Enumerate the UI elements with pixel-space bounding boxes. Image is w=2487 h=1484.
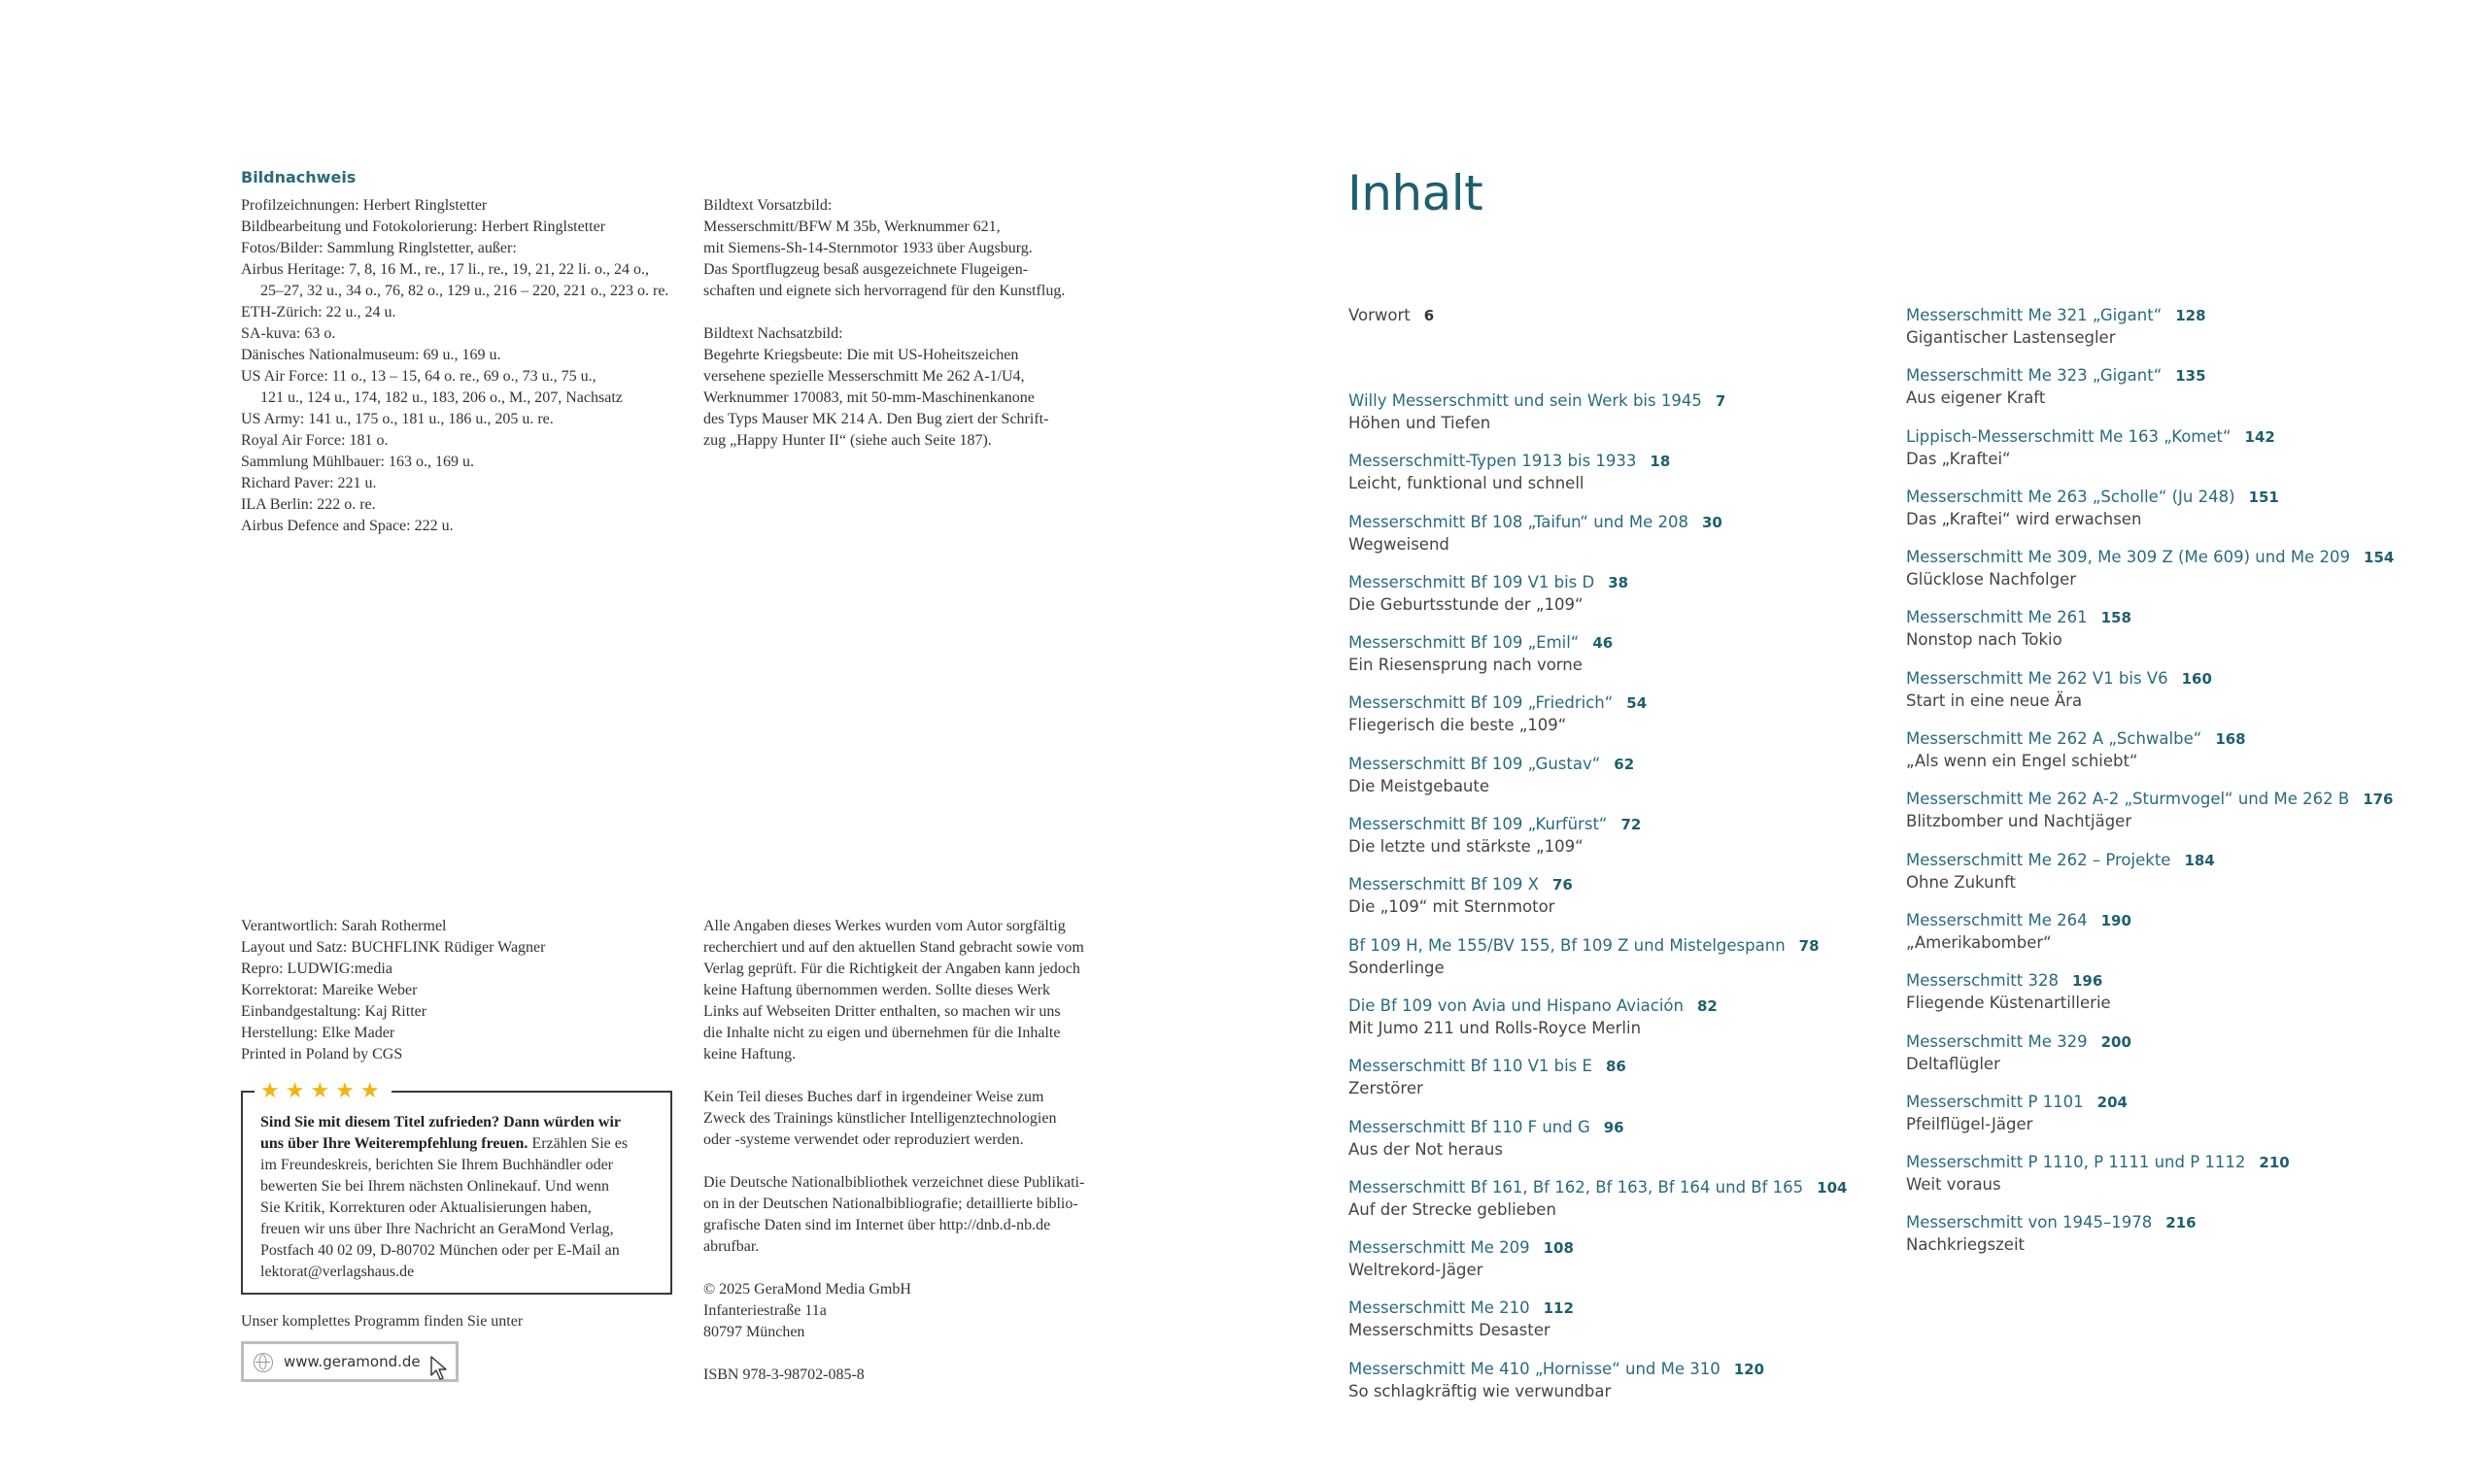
feedback-box (241, 1079, 672, 1295)
toc-entry-title-text: Messerschmitt Bf 161, Bf 162, Bf 163, Bf 164 und Bf 165 (1348, 1177, 1804, 1197)
toc-page-number: 82 (1696, 996, 1718, 1015)
disclaimer-line: die Inhalte nicht zu eigen und übernehmen für die Inhalte (703, 1025, 1061, 1041)
toc-entry-subtitle: Nonstop nach Tokio (1906, 630, 2062, 650)
staff-line: Herstellung: Elke Mader (241, 1025, 395, 1041)
toc-page-number: 151 (2248, 488, 2279, 506)
credits-line: Fotos/Bilder: Sammlung Ringlstetter, außer: (241, 240, 517, 256)
disclaimer-line: Links auf Webseiten Dritter enthalten, so machen wir uns (703, 1003, 1061, 1020)
isbn: ISBN 978-3-98702-085-8 (703, 1366, 865, 1383)
toc-page-number: 210 (2259, 1154, 2290, 1172)
toc-page-number: 176 (2363, 791, 2394, 809)
toc-entry-title-text: Willy Messerschmitt und sein Werk bis 1945 (1348, 391, 1702, 410)
toc-entry-subtitle: „Als wenn ein Engel schiebt“ (1906, 752, 2138, 771)
credits-line: US Air Force: 11 o., 13 – 15, 64 o. re., 69 o., 73 u., 75 u., (241, 368, 596, 385)
toc-entry-title[interactable] (1906, 305, 2394, 326)
toc-entry-title[interactable] (1348, 1056, 1847, 1077)
toc-entry[interactable] (1906, 970, 2394, 1030)
toc-entry-title-text: Messerschmitt Me 309, Me 309 Z (Me 609) und Me 209 (1906, 548, 2351, 567)
ai-notice-line: oder -systeme verwendet oder reproduziert werden. (703, 1131, 1024, 1148)
credits-line: 121 u., 124 u., 174, 182 u., 183, 206 o., M., 207, Nachsatz (260, 389, 623, 406)
toc-entry-title[interactable] (1906, 1152, 2394, 1173)
toc-entry-title[interactable] (1906, 487, 2394, 508)
toc-entry-subtitle: Gigantischer Lastensegler (1906, 328, 2116, 347)
feedback-email: lektorat@verlagshaus.de (260, 1264, 415, 1280)
toc-entry-title[interactable] (1348, 814, 1847, 835)
credits-line: Airbus Heritage: 7, 8, 16 M., re., 17 li., re., 19, 21, 22 li. o., 24 o., (241, 261, 649, 278)
toc-entry[interactable] (1348, 1359, 1847, 1419)
toc-entry[interactable] (1348, 935, 1847, 995)
credits-line: ILA Berlin: 222 o. re. (241, 496, 376, 513)
credits-block (241, 195, 678, 537)
toc-entry-title-text: Messerschmitt Me 210 (1348, 1298, 1530, 1318)
toc-entry-title[interactable] (1906, 547, 2394, 568)
toc-entry-subtitle: Die Geburtsstunde der „109“ (1348, 594, 1584, 614)
dnb-line: Die Deutsche Nationalbibliothek verzeichnet diese Publikati- (703, 1174, 1085, 1191)
toc-entry-subtitle: Aus der Not heraus (1348, 1139, 1503, 1159)
credits-line: Sammlung Mühlbauer: 163 o., 169 u. (241, 454, 474, 470)
toc-entry[interactable] (1906, 850, 2394, 910)
credits-line: 25–27, 32 u., 34 o., 76, 82 o., 129 u., 216 – 220, 221 o., 223 o. re. (260, 283, 669, 299)
toc-page-number: 96 (1603, 1118, 1624, 1136)
toc-page-number: 204 (2096, 1093, 2128, 1111)
toc-entry-title-text: Messerschmitt Me 329 (1906, 1031, 2088, 1051)
toc-entry-title-text: Messerschmitt Me 264 (1906, 910, 2088, 929)
toc-entry[interactable] (1906, 365, 2394, 425)
program-text: Unser komplettes Programm finden Sie unter (241, 1313, 524, 1330)
toc-entry-title[interactable] (1348, 390, 1847, 412)
toc-entry[interactable] (1348, 1298, 1847, 1358)
toc-entry-title-text: Messerschmitt Me 262 V1 bis V6 (1906, 668, 2168, 688)
toc-entry-title[interactable] (1906, 850, 2394, 871)
credits-line: SA-kuva: 63 o. (241, 325, 336, 342)
toc-vorwort-label: Vorwort (1348, 306, 1411, 324)
toc-entry-title-text: Messerschmitt Me 262 – Projekte (1906, 850, 2171, 869)
toc-entry-title-text: Die Bf 109 von Avia und Hispano Aviación (1348, 995, 1684, 1015)
feedback-line: freuen wir uns über Ihre Nachricht an GeraMond Verlag, (260, 1221, 614, 1237)
toc-entry-subtitle: Weit voraus (1906, 1175, 2001, 1195)
toc-entry-title[interactable] (1348, 1117, 1847, 1138)
toc-page-number: 86 (1605, 1058, 1626, 1076)
toc-entry-title[interactable] (1348, 995, 1847, 1017)
toc-entry-title[interactable] (1906, 365, 2394, 387)
toc-entry-subtitle: Messerschmitts Desaster (1348, 1321, 1550, 1340)
toc-entry-title[interactable] (1348, 754, 1847, 775)
toc-entry-subtitle: Aus eigener Kraft (1906, 388, 2046, 408)
disclaimer-line: recherchiert und auf den aktuellen Stand gebracht sowie vom (703, 939, 1084, 956)
toc-entry[interactable] (1906, 789, 2394, 849)
toc-entry-title-text: Lippisch-Messerschmitt Me 163 „Komet“ (1906, 426, 2231, 446)
toc-entry-title[interactable] (1348, 451, 1847, 472)
toc-entry-title[interactable] (1906, 426, 2394, 448)
toc-entry-subtitle: Start in eine neue Ära (1906, 691, 2083, 710)
caption-back-line: Werknummer 170083, mit 50-mm-Maschinenkanone (703, 389, 1035, 406)
toc-entry-subtitle: Fliegende Küstenartillerie (1906, 994, 2111, 1013)
toc-entry-subtitle: Das „Kraftei“ (1906, 449, 2011, 468)
dnb-line: grafische Daten sind im Internet über http://dnb.d-nb.de (703, 1217, 1051, 1233)
toc-entry[interactable] (1906, 547, 2394, 607)
toc-entry-title-text: Messerschmitt 328 (1906, 971, 2059, 991)
toc-entry[interactable] (1906, 487, 2394, 547)
toc-entry-subtitle: Sonderlinge (1348, 958, 1445, 977)
toc-entry-subtitle: Auf der Strecke geblieben (1348, 1199, 1556, 1219)
address-line: Infanteriestraße 11a (703, 1302, 827, 1319)
toc-page-number: 128 (2175, 307, 2206, 324)
toc-entry-title[interactable] (1348, 1237, 1847, 1259)
feedback-text (260, 1112, 664, 1283)
toc-page-number: 78 (1798, 936, 1820, 955)
toc-entry[interactable] (1906, 607, 2394, 667)
address-line: 80797 München (703, 1324, 805, 1340)
credits-line: Bildbearbeitung und Fotokolorierung: Herbert Ringlstetter (241, 219, 606, 235)
dnb-line: abrufbar. (703, 1238, 760, 1255)
toc-page-number: 112 (1543, 1299, 1574, 1318)
toc-entry-title[interactable] (1348, 935, 1847, 957)
ai-notice-line: Zweck des Trainings künstlicher Intelligenztechnologien (703, 1110, 1057, 1127)
feedback-line: Sie Kritik, Korrekturen oder Aktualisierungen haben, (260, 1199, 592, 1216)
toc-entry[interactable] (1348, 814, 1847, 874)
toc-entry-title[interactable] (1906, 728, 2394, 750)
toc-entry-title[interactable] (1348, 572, 1847, 593)
toc-entry[interactable] (1348, 572, 1847, 632)
toc-entry[interactable] (1348, 1056, 1847, 1116)
toc-entry-title[interactable] (1906, 1092, 2394, 1113)
toc-right-column (1906, 305, 2394, 1273)
toc-entry[interactable] (1906, 1212, 2394, 1272)
toc-entry[interactable] (1906, 1092, 2394, 1152)
toc-entry[interactable] (1906, 1152, 2394, 1212)
toc-entry-subtitle: Die letzte und stärkste „109“ (1348, 837, 1584, 857)
toc-entry-title-text: Messerschmitt Bf 109 „Friedrich“ (1348, 693, 1614, 713)
disclaimer-line: keine Haftung übernommen werden. Sollte dieses Werk (703, 982, 1050, 998)
toc-entry[interactable] (1348, 1177, 1847, 1237)
staff-line: Layout und Satz: BUCHFLINK Rüdiger Wagner (241, 939, 546, 956)
rating-stars-icon: ★★★★★ (255, 1079, 392, 1104)
toc-entry-title[interactable] (1348, 1359, 1847, 1380)
toc-entry-title-text: Messerschmitt Me 262 A „Schwalbe“ (1906, 729, 2202, 749)
toc-entry[interactable] (1348, 451, 1847, 511)
toc-entry-title[interactable] (1348, 632, 1847, 654)
toc-page-number: 76 (1551, 876, 1573, 894)
staff-line: Printed in Poland by CGS (241, 1046, 403, 1062)
toc-entry-title[interactable] (1906, 1031, 2394, 1053)
toc-page-number: 6 (1423, 307, 1435, 324)
toc-page-number: 7 (1715, 392, 1726, 410)
toc-entry-subtitle: Glücklose Nachfolger (1906, 570, 2077, 590)
toc-entry[interactable] (1348, 692, 1847, 753)
toc-page-number: 120 (1733, 1360, 1765, 1378)
dnb-line: on in der Deutschen Nationalbibliografie; detaillierte biblio- (703, 1196, 1078, 1212)
toc-entry-title[interactable] (1348, 1177, 1847, 1198)
toc-entry-subtitle: So schlagkräftig wie verwundbar (1348, 1381, 1612, 1400)
credits-heading: Bildnachweis (241, 168, 357, 186)
toc-page-number: 168 (2215, 730, 2246, 749)
toc-page-number: 46 (1592, 634, 1614, 653)
toc-entry[interactable] (1906, 426, 2394, 487)
toc-entry-title-text: Messerschmitt Bf 109 „Gustav“ (1348, 754, 1601, 773)
captions-block (703, 195, 1131, 452)
toc-entry-title-text: Bf 109 H, Me 155/BV 155, Bf 109 Z und Mistelgespann (1348, 935, 1786, 955)
toc-page-number: 196 (2071, 972, 2103, 991)
toc-entry-subtitle: Die „109“ mit Sternmotor (1348, 897, 1555, 917)
caption-back-line: Bildtext Nachsatzbild: (703, 325, 843, 342)
cursor-icon (430, 1356, 448, 1381)
website-link-button[interactable] (241, 1341, 459, 1382)
toc-entry-title-text: Messerschmitt Me 209 (1348, 1238, 1530, 1258)
website-url[interactable]: www.geramond.de (284, 1353, 421, 1370)
toc-entry-subtitle: Mit Jumo 211 und Rolls-Royce Merlin (1348, 1018, 1642, 1037)
toc-entry[interactable] (1348, 1117, 1847, 1177)
toc-page-number: 190 (2100, 911, 2131, 929)
toc-entry-title[interactable] (1906, 789, 2394, 810)
feedback-line: Erzählen Sie es (528, 1135, 629, 1152)
credits-line: Richard Paver: 221 u. (241, 475, 377, 491)
toc-entry-subtitle: Leicht, funktional und schnell (1348, 474, 1584, 493)
toc-page-number: 200 (2100, 1032, 2131, 1051)
toc-entry-subtitle: Das „Kraftei“ wird erwachsen (1906, 509, 2142, 528)
caption-back-line: versehene spezielle Messerschmitt Me 262 A-1/U4, (703, 368, 1025, 385)
toc-entry-subtitle: Wegweisend (1348, 534, 1449, 554)
toc-entry-title[interactable] (1348, 692, 1847, 714)
feedback-line: bewerten Sie bei Ihrem nächsten Onlinekauf. Und wenn (260, 1178, 609, 1195)
toc-entry-title[interactable] (1348, 1298, 1847, 1319)
toc-page-number: 158 (2100, 609, 2131, 627)
disclaimer-line: Verlag geprüft. Für die Richtigkeit der Angaben kann jedoch (703, 961, 1080, 977)
credits-line: Royal Air Force: 181 o. (241, 432, 389, 449)
toc-page-number: 160 (2181, 669, 2212, 688)
staff-line: Einbandgestaltung: Kaj Ritter (241, 1003, 427, 1020)
toc-entry-title-text: Messerschmitt Bf 109 V1 bis D (1348, 572, 1595, 591)
toc-entry[interactable] (1348, 995, 1847, 1056)
toc-page-number: 108 (1543, 1239, 1574, 1258)
toc-entry-title-text: Messerschmitt Me 262 A-2 „Sturmvogel“ und Me 262 B (1906, 790, 2350, 809)
toc-page-number: 38 (1608, 573, 1629, 591)
credits-line: Airbus Defence and Space: 222 u. (241, 518, 454, 534)
toc-entry-subtitle: Nachkriegszeit (1906, 1235, 2025, 1255)
toc-entry-subtitle: Pfeilflügel-Jäger (1906, 1114, 2033, 1133)
toc-entry-title-text: Messerschmitt Me 323 „Gigant“ (1906, 366, 2163, 386)
caption-front-line: Das Sportflugzeug besaß ausgezeichnete Flugeigen- (703, 261, 1029, 278)
toc-entry-subtitle: Die Meistgebaute (1348, 776, 1490, 795)
toc-entry[interactable] (1348, 512, 1847, 572)
staff-line: Verantwortlich: Sarah Rothermel (241, 918, 447, 934)
toc-entry-title-text: Messerschmitt Bf 109 X (1348, 875, 1539, 894)
toc-entry-subtitle: Höhen und Tiefen (1348, 414, 1491, 432)
toc-entry-title[interactable] (1906, 607, 2394, 628)
caption-back-line: des Typs Mauser MK 214 A. Den Bug ziert der Schrift- (703, 411, 1049, 427)
toc-entry-title-text: Messerschmitt Me 410 „Hornisse“ und Me 310 (1348, 1359, 1720, 1378)
globe-icon (254, 1353, 273, 1372)
caption-back-line: Begehrte Kriegsbeute: Die mit US-Hoheitszeichen (703, 347, 1019, 363)
toc-page-number: 18 (1650, 453, 1671, 471)
toc-entry[interactable] (1348, 754, 1847, 814)
caption-front-line: Messerschmitt/BFW M 35b, Werknummer 621, (703, 219, 1001, 235)
toc-page-number: 62 (1614, 755, 1635, 773)
toc-entry-title-text: Messerschmitt Me 263 „Scholle“ (Ju 248) (1906, 487, 2235, 506)
legal-block (703, 916, 1150, 1386)
toc-entry-subtitle: Ein Riesensprung nach vorne (1348, 656, 1583, 675)
page-title: Inhalt (1347, 165, 1483, 221)
caption-front-line: schaften und eignete sich hervorragend für den Kunstflug. (703, 283, 1066, 299)
staff-block (241, 916, 668, 1065)
toc-entry-title[interactable] (1348, 512, 1847, 533)
toc-entry-title[interactable] (1348, 874, 1847, 895)
toc-page-number: 72 (1620, 816, 1642, 834)
toc-entry-subtitle: Blitzbomber und Nachtjäger (1906, 812, 2132, 831)
toc-entry-subtitle: Deltaflügler (1906, 1054, 2000, 1073)
toc-entry-subtitle: „Amerikabomber“ (1906, 932, 2052, 952)
toc-page-number: 184 (2184, 851, 2215, 869)
feedback-line: im Freundeskreis, berichten Sie Ihrem Buchhändler oder (260, 1157, 613, 1173)
toc-entry[interactable] (1348, 390, 1847, 451)
toc-entry[interactable] (1348, 632, 1847, 692)
toc-entry-title-text: Messerschmitt P 1101 (1906, 1092, 2084, 1111)
staff-line: Korrektorat: Mareike Weber (241, 982, 418, 998)
address-line: © 2025 GeraMond Media GmbH (703, 1281, 911, 1298)
credits-line: Dänisches Nationalmuseum: 69 u., 169 u. (241, 347, 501, 363)
toc-page-number: 142 (2244, 427, 2275, 446)
toc-page-number: 104 (1817, 1178, 1848, 1197)
toc-entry[interactable] (1348, 1237, 1847, 1298)
toc-entry-title-text: Messerschmitt von 1945–1978 (1906, 1213, 2153, 1232)
toc-entry[interactable] (1906, 668, 2394, 728)
credits-line: Profilzeichnungen: Herbert Ringlstetter (241, 197, 488, 214)
toc-entry[interactable] (1906, 305, 2394, 365)
caption-front-line: Bildtext Vorsatzbild: (703, 197, 833, 214)
toc-page-number: 154 (2364, 549, 2395, 567)
toc-entry[interactable] (1906, 1031, 2394, 1092)
feedback-line: Postfach 40 02 09, D-80702 München oder per E-Mail an (260, 1242, 620, 1259)
toc-page-number: 135 (2175, 367, 2206, 386)
credits-line: ETH-Zürich: 22 u., 24 u. (241, 304, 396, 320)
toc-page-number: 30 (1702, 513, 1722, 531)
feedback-bold: uns über Ihre Weiterempfehlung freuen. (260, 1135, 528, 1152)
toc-entry-title-text: Messerschmitt Bf 109 „Kurfürst“ (1348, 815, 1608, 834)
toc-entry-title[interactable] (1906, 668, 2394, 690)
toc-entry-subtitle: Weltrekord-Jäger (1348, 1261, 1483, 1280)
disclaimer-line: Alle Angaben dieses Werkes wurden vom Autor sorgfältig (703, 918, 1066, 934)
toc-entry-vorwort[interactable] (1348, 305, 1847, 390)
caption-back-line: zug „Happy Hunter II“ (siehe auch Seite 187). (703, 432, 992, 449)
feedback-bold: Sind Sie mit diesem Titel zufrieden? Dann würden wir (260, 1114, 621, 1130)
toc-entry-title[interactable] (1906, 910, 2394, 931)
toc-entry[interactable] (1906, 910, 2394, 970)
ai-notice-line: Kein Teil dieses Buches darf in irgendeiner Weise zum (703, 1089, 1044, 1105)
toc-entry-title-text: Messerschmitt Bf 110 F und G (1348, 1117, 1590, 1136)
toc-left-column (1348, 305, 1847, 1419)
toc-entry[interactable] (1906, 728, 2394, 789)
toc-entry-subtitle: Ohne Zukunft (1906, 872, 2017, 892)
toc-entry-title[interactable] (1906, 970, 2394, 992)
caption-front-line: mit Siemens-Sh-14-Sternmotor 1933 über Augsburg. (703, 240, 1033, 256)
disclaimer-line: keine Haftung. (703, 1046, 797, 1062)
toc-entry-title-text: Messerschmitt P 1110, P 1111 und P 1112 (1906, 1153, 2246, 1172)
toc-entry-title-text: Messerschmitt Bf 108 „Taifun“ und Me 208 (1348, 512, 1688, 531)
credits-line: US Army: 141 u., 175 o., 181 u., 186 u., 205 u. re. (241, 411, 554, 427)
toc-entry-subtitle: Fliegerisch die beste „109“ (1348, 716, 1567, 735)
toc-page-number: 216 (2165, 1214, 2197, 1232)
toc-entry[interactable] (1348, 874, 1847, 934)
toc-entry-title-text: Messerschmitt-Typen 1913 bis 1933 (1348, 452, 1637, 471)
toc-entry-title[interactable] (1906, 1212, 2394, 1233)
toc-entry-subtitle: Zerstörer (1348, 1079, 1423, 1098)
toc-entry-title-text: Messerschmitt Me 261 (1906, 608, 2088, 627)
toc-entry-title-text: Messerschmitt Bf 110 V1 bis E (1348, 1057, 1592, 1076)
toc-entry-title-text: Messerschmitt Me 321 „Gigant“ (1906, 306, 2163, 324)
toc-page-number: 54 (1626, 694, 1648, 713)
staff-line: Repro: LUDWIG:media (241, 961, 392, 977)
toc-entry-title-text: Messerschmitt Bf 109 „Emil“ (1348, 633, 1580, 653)
